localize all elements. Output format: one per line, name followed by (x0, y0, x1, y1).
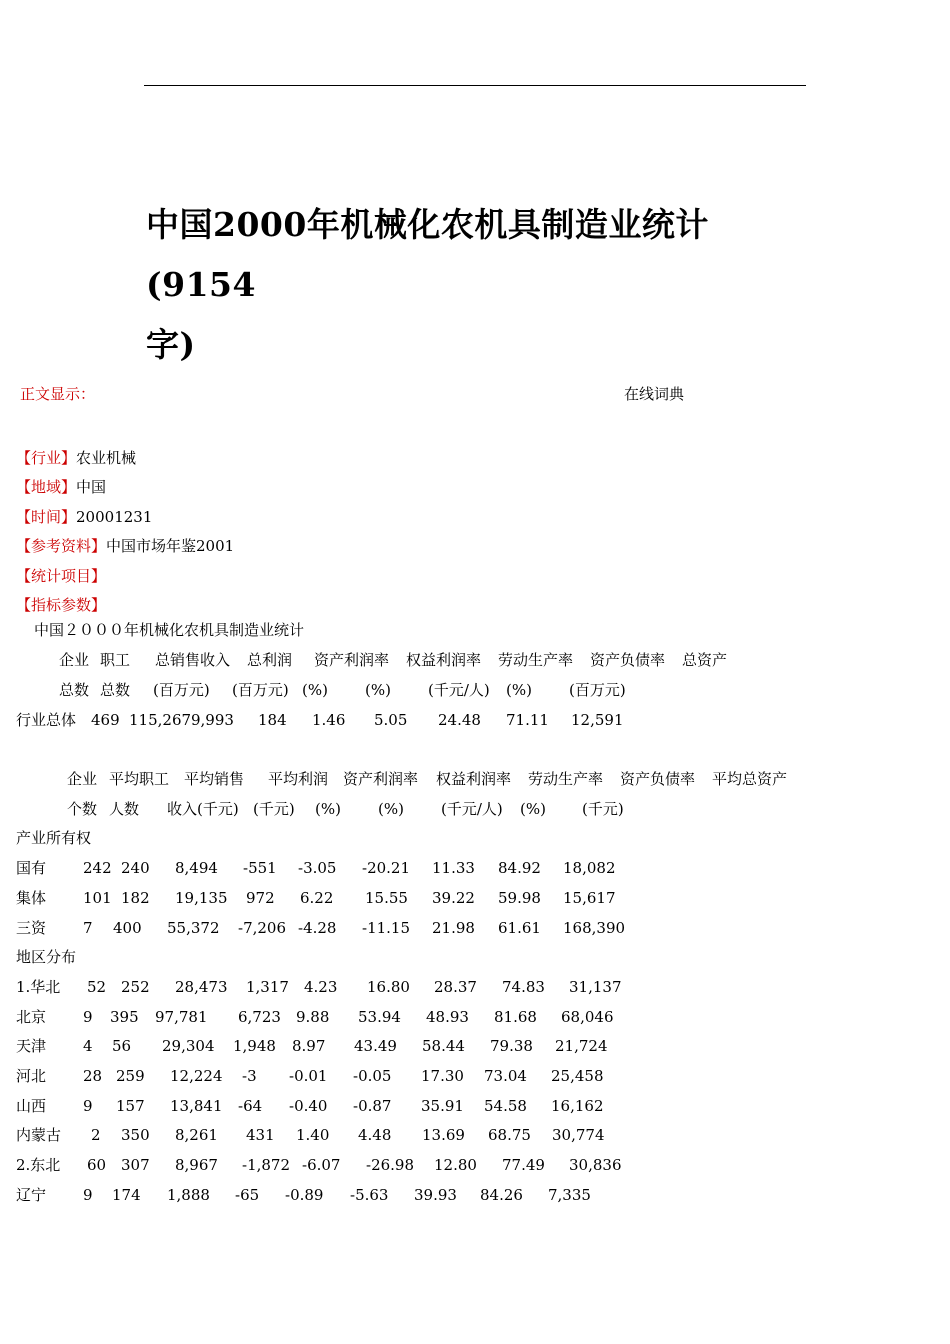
table-cell: 4.23 (304, 978, 338, 996)
header-cell: 平均销售 (184, 770, 245, 788)
table-cell: 12.80 (434, 1156, 477, 1174)
table-cell: 17.30 (421, 1067, 464, 1085)
table-cell: 53.94 (358, 1008, 401, 1026)
table-cell: -551 (243, 859, 277, 877)
table-cell: 48.93 (426, 1008, 469, 1026)
table-cell: -4.28 (298, 919, 337, 937)
table-cell: 8,494 (175, 859, 218, 877)
table-cell: 54.58 (484, 1097, 527, 1115)
table-cell: 9 (83, 1008, 93, 1026)
table-cell: -0.89 (285, 1186, 324, 1204)
header-cell: 平均利润 (268, 770, 329, 788)
meta-item-reference: 【参考资料】中国市场年鉴2001 (16, 537, 235, 555)
table-cell: 30,774 (552, 1126, 605, 1144)
dictionary-link[interactable]: 在线词典 (624, 385, 685, 403)
table-cell: 59.98 (498, 889, 541, 907)
table-cell: 9.88 (296, 1008, 330, 1026)
header-cell: (%) (315, 800, 341, 818)
meta-item-items: 【统计项目】 (16, 567, 107, 585)
header-cell: 收入(千元) (167, 800, 239, 818)
table-cell: 13.69 (422, 1126, 465, 1144)
table-cell: 16.80 (367, 978, 410, 996)
table-cell: 9 (83, 1186, 93, 1204)
header-cell: 企业 (67, 770, 98, 788)
header-cell: (%) (506, 681, 532, 699)
table-cell: 972 (246, 889, 275, 907)
table-cell: 240 (121, 859, 150, 877)
table-cell: 6.22 (300, 889, 334, 907)
table-cell: -11.15 (362, 919, 411, 937)
table-cell: 28 (83, 1067, 103, 1085)
table-cell: -65 (235, 1186, 260, 1204)
row-label: 行业总体 (16, 711, 77, 729)
row-label: 2.东北 (16, 1156, 61, 1174)
table-cell: 73.04 (484, 1067, 527, 1085)
table-cell: 19,135 (175, 889, 228, 907)
header-cell: 资产利润率 (314, 651, 390, 669)
table-cell: 174 (112, 1186, 141, 1204)
table-cell: 81.68 (494, 1008, 537, 1026)
table-cell: 24.48 (438, 711, 481, 729)
table-cell: 8,261 (175, 1126, 218, 1144)
row-label: 三资 (16, 919, 47, 937)
table-cell: -7,206 (238, 919, 287, 937)
header-cell: 权益利润率 (406, 651, 482, 669)
header-cell: (百万元) (569, 681, 626, 699)
row-label: 国有 (16, 859, 47, 877)
table-cell: 9,993 (191, 711, 234, 729)
table-cell: 11.33 (432, 859, 475, 877)
title-line-1: 中国2000年机械化农机具制造业统计(9154 (146, 205, 709, 304)
header-cell: (千元) (582, 800, 624, 818)
table-cell: 52 (87, 978, 107, 996)
table-cell: 1.40 (296, 1126, 330, 1144)
header-cell: 总销售收入 (155, 651, 231, 669)
header-cell: 职工 (100, 651, 131, 669)
header-cell: 总资产 (682, 651, 728, 669)
section-heading: 产业所有权 (16, 829, 92, 847)
table-cell: 1,317 (246, 978, 289, 996)
table-cell: -0.87 (353, 1097, 392, 1115)
row-label: 天津 (16, 1037, 47, 1055)
table-cell: 13,841 (170, 1097, 223, 1115)
table-cell: 7 (83, 919, 93, 937)
table-cell: 350 (121, 1126, 150, 1144)
header-cell: (%) (378, 800, 404, 818)
table-cell: 16,162 (551, 1097, 604, 1115)
table-cell: 71.11 (506, 711, 549, 729)
header-cell: (千元) (253, 800, 295, 818)
header-cell: 平均职工 (109, 770, 170, 788)
table-cell: 97,781 (155, 1008, 208, 1026)
table-cell: -3 (242, 1067, 257, 1085)
row-label: 内蒙古 (16, 1126, 62, 1144)
table-cell: 469 (91, 711, 120, 729)
header-cell: (%) (365, 681, 391, 699)
table-cell: -3.05 (298, 859, 337, 877)
table-cell: 74.83 (502, 978, 545, 996)
title-line-2: 字) (146, 325, 196, 364)
meta-item-params: 【指标参数】 (16, 596, 107, 614)
table-cell: 1.46 (312, 711, 346, 729)
table-cell: 12,591 (571, 711, 624, 729)
table-cell: 4.48 (358, 1126, 392, 1144)
table-cell: 115,267 (129, 711, 192, 729)
table-cell: 307 (121, 1156, 150, 1174)
table-cell: -64 (238, 1097, 263, 1115)
table-cell: 58.44 (422, 1037, 465, 1055)
table-cell: -1,872 (242, 1156, 291, 1174)
table-cell: 9 (83, 1097, 93, 1115)
table-cell: 31,137 (569, 978, 622, 996)
table-cell: 61.61 (498, 919, 541, 937)
meta-item-time: 【时间】20001231 (16, 508, 153, 526)
header-cell: 总数 (100, 681, 131, 699)
row-label: 1.华北 (16, 978, 61, 996)
table-cell: 28,473 (175, 978, 228, 996)
table-cell: 21,724 (555, 1037, 608, 1055)
header-cell: 总数 (59, 681, 90, 699)
header-cell: 人数 (109, 800, 140, 818)
header-cell: 企业 (59, 651, 90, 669)
table-cell: 39.93 (414, 1186, 457, 1204)
table-cell: 5.05 (374, 711, 408, 729)
table-cell: 25,458 (551, 1067, 604, 1085)
table-cell: 68,046 (561, 1008, 614, 1026)
table-cell: 157 (116, 1097, 145, 1115)
table-cell: 18,082 (563, 859, 616, 877)
table-cell: 21.98 (432, 919, 475, 937)
table-cell: 30,836 (569, 1156, 622, 1174)
row-label: 北京 (16, 1008, 47, 1026)
meta-item-industry: 【行业】农业机械 (16, 449, 137, 467)
header-cell: (百万元) (232, 681, 289, 699)
table-cell: 15.55 (365, 889, 408, 907)
header-cell: (%) (520, 800, 546, 818)
table-cell: 101 (83, 889, 112, 907)
table-cell: 43.49 (354, 1037, 397, 1055)
table-cell: 60 (87, 1156, 107, 1174)
top-divider (144, 85, 806, 86)
table-cell: 400 (113, 919, 142, 937)
table-cell: -26.98 (366, 1156, 415, 1174)
table-cell: -0.40 (289, 1097, 328, 1115)
table-cell: 182 (121, 889, 150, 907)
table-cell: -0.05 (353, 1067, 392, 1085)
table-cell: -0.01 (289, 1067, 328, 1085)
row-label: 河北 (16, 1067, 47, 1085)
header-cell: 个数 (67, 800, 98, 818)
page-title (146, 195, 816, 375)
table-cell: 55,372 (167, 919, 220, 937)
header-cell: 资产负债率 (590, 651, 666, 669)
table-cell: 79.38 (490, 1037, 533, 1055)
header-cell: (千元/人) (441, 800, 503, 818)
table-cell: 252 (121, 978, 150, 996)
header-cell: 资产负债率 (620, 770, 696, 788)
header-cell: 权益利润率 (436, 770, 512, 788)
table-cell: 2 (91, 1126, 101, 1144)
header-cell: 平均总资产 (712, 770, 788, 788)
table-cell: 28.37 (434, 978, 477, 996)
table-cell: 1,888 (167, 1186, 210, 1204)
table-cell: 431 (246, 1126, 275, 1144)
table-cell: 4 (83, 1037, 93, 1055)
table-caption: 中国２０００年机械化农机具制造业统计 (34, 621, 305, 639)
row-label: 辽宁 (16, 1186, 47, 1204)
table-cell: 7,335 (548, 1186, 591, 1204)
table-cell: 184 (258, 711, 287, 729)
table-cell: 6,723 (238, 1008, 281, 1026)
body-label: 正文显示： (20, 385, 96, 403)
table-cell: 12,224 (170, 1067, 223, 1085)
table-cell: 1,948 (233, 1037, 276, 1055)
table-cell: 8,967 (175, 1156, 218, 1174)
table-cell: -5.63 (350, 1186, 389, 1204)
table-cell: 168,390 (563, 919, 626, 937)
table-cell: 242 (83, 859, 112, 877)
table-cell: 84.26 (480, 1186, 523, 1204)
table-cell: 259 (116, 1067, 145, 1085)
table-cell: 84.92 (498, 859, 541, 877)
table-cell: -6.07 (302, 1156, 341, 1174)
header-cell: 劳动生产率 (498, 651, 574, 669)
row-label: 集体 (16, 889, 47, 907)
table-cell: 29,304 (162, 1037, 215, 1055)
header-cell: (千元/人) (428, 681, 490, 699)
header-cell: (百万元) (153, 681, 210, 699)
table-cell: 35.91 (421, 1097, 464, 1115)
table-cell: -20.21 (362, 859, 411, 877)
table-cell: 15,617 (563, 889, 616, 907)
table-cell: 395 (110, 1008, 139, 1026)
row-label: 山西 (16, 1097, 47, 1115)
header-cell: (%) (302, 681, 328, 699)
table-cell: 56 (112, 1037, 132, 1055)
table-cell: 68.75 (488, 1126, 531, 1144)
meta-item-region: 【地域】中国 (16, 478, 107, 496)
header-cell: 劳动生产率 (528, 770, 604, 788)
header-cell: 总利润 (247, 651, 293, 669)
header-cell: 资产利润率 (343, 770, 419, 788)
table-cell: 8.97 (292, 1037, 326, 1055)
section-heading: 地区分布 (16, 948, 77, 966)
table-cell: 77.49 (502, 1156, 545, 1174)
table-cell: 39.22 (432, 889, 475, 907)
